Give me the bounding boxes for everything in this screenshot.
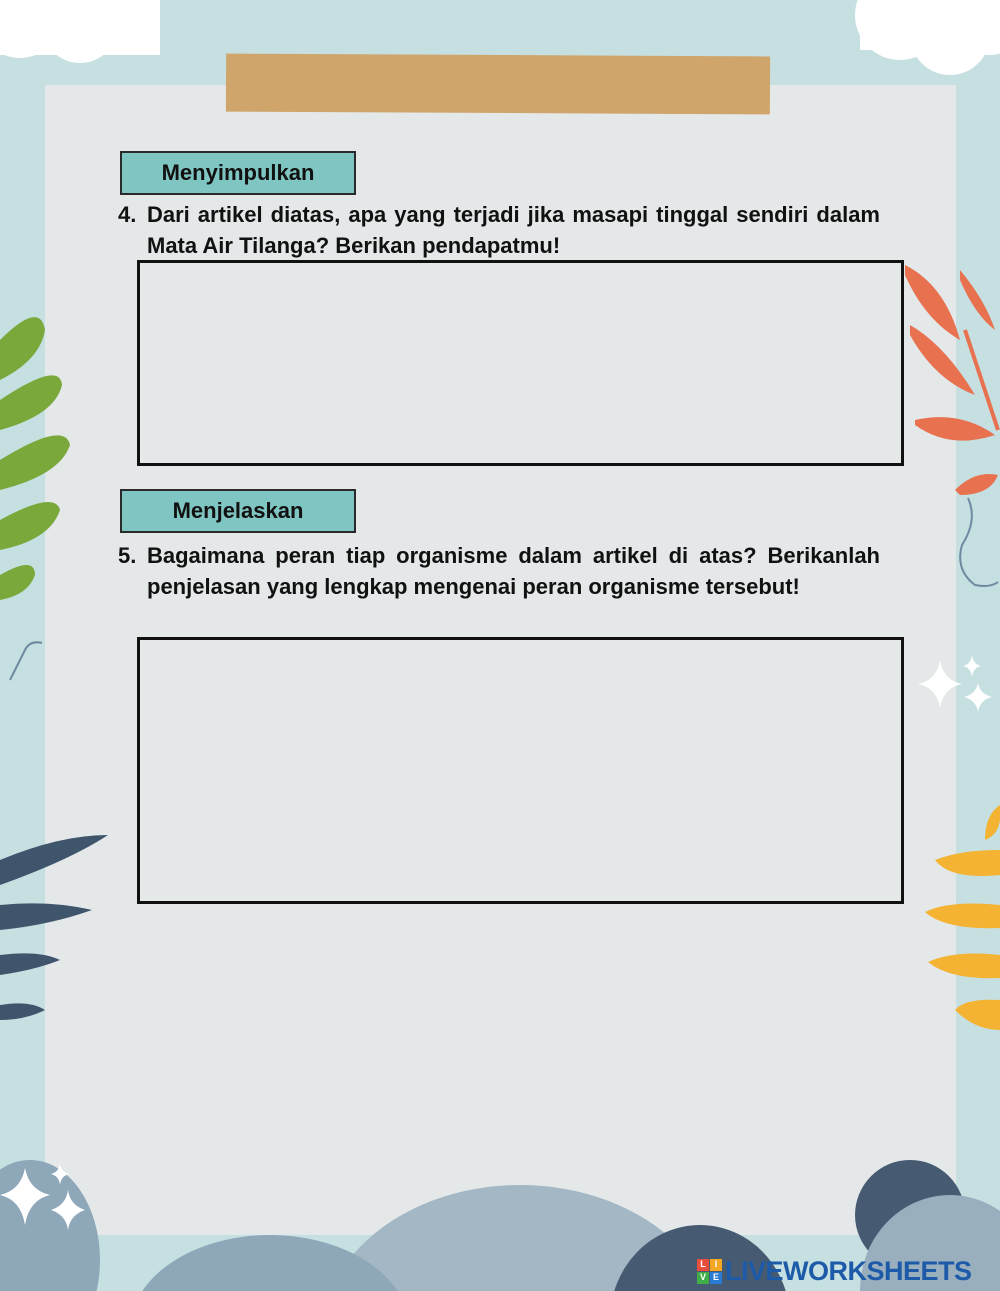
section-label-text: Menyimpulkan	[161, 160, 315, 185]
logo-letter: E	[710, 1272, 722, 1284]
sparkle-icon	[918, 655, 992, 712]
logo-letter: I	[710, 1259, 722, 1271]
question-text: Bagaimana peran tiap organisme dalam artikel di atas? Berikanlah penjelasan yang lengkap mengenai peran organisme tersebut!	[147, 543, 880, 599]
liveworksheets-brand[interactable]	[697, 1256, 972, 1286]
curl-left	[10, 642, 42, 680]
leaf-navy-left	[0, 835, 108, 1020]
section-label-menjelaskan	[120, 489, 356, 533]
question-text: Dari artikel diatas, apa yang terjadi jika masapi tinggal sendiri dalam Mata Air Tilanga? Berikan pendapatmu!	[147, 202, 880, 258]
logo-letter: L	[697, 1259, 709, 1271]
question-number: 5.	[118, 543, 137, 568]
curl-right	[960, 498, 998, 586]
brand-text: LIVEWORKSHEETS	[725, 1255, 972, 1286]
section-label-text: Menjelaskan	[172, 498, 304, 523]
liveworksheets-logo-icon	[697, 1259, 722, 1284]
question-4	[118, 199, 880, 261]
question-number: 4.	[118, 202, 137, 227]
leaf-yellow-right	[925, 805, 1000, 1030]
question-5	[118, 540, 880, 602]
answer-box-4[interactable]	[137, 260, 904, 466]
section-label-menyimpulkan	[120, 151, 356, 195]
answer-box-5[interactable]	[137, 637, 904, 904]
logo-letter: V	[697, 1272, 709, 1284]
leaf-orange-right	[905, 265, 998, 495]
leaf-green-left	[0, 317, 70, 600]
tape-strip	[226, 54, 770, 115]
